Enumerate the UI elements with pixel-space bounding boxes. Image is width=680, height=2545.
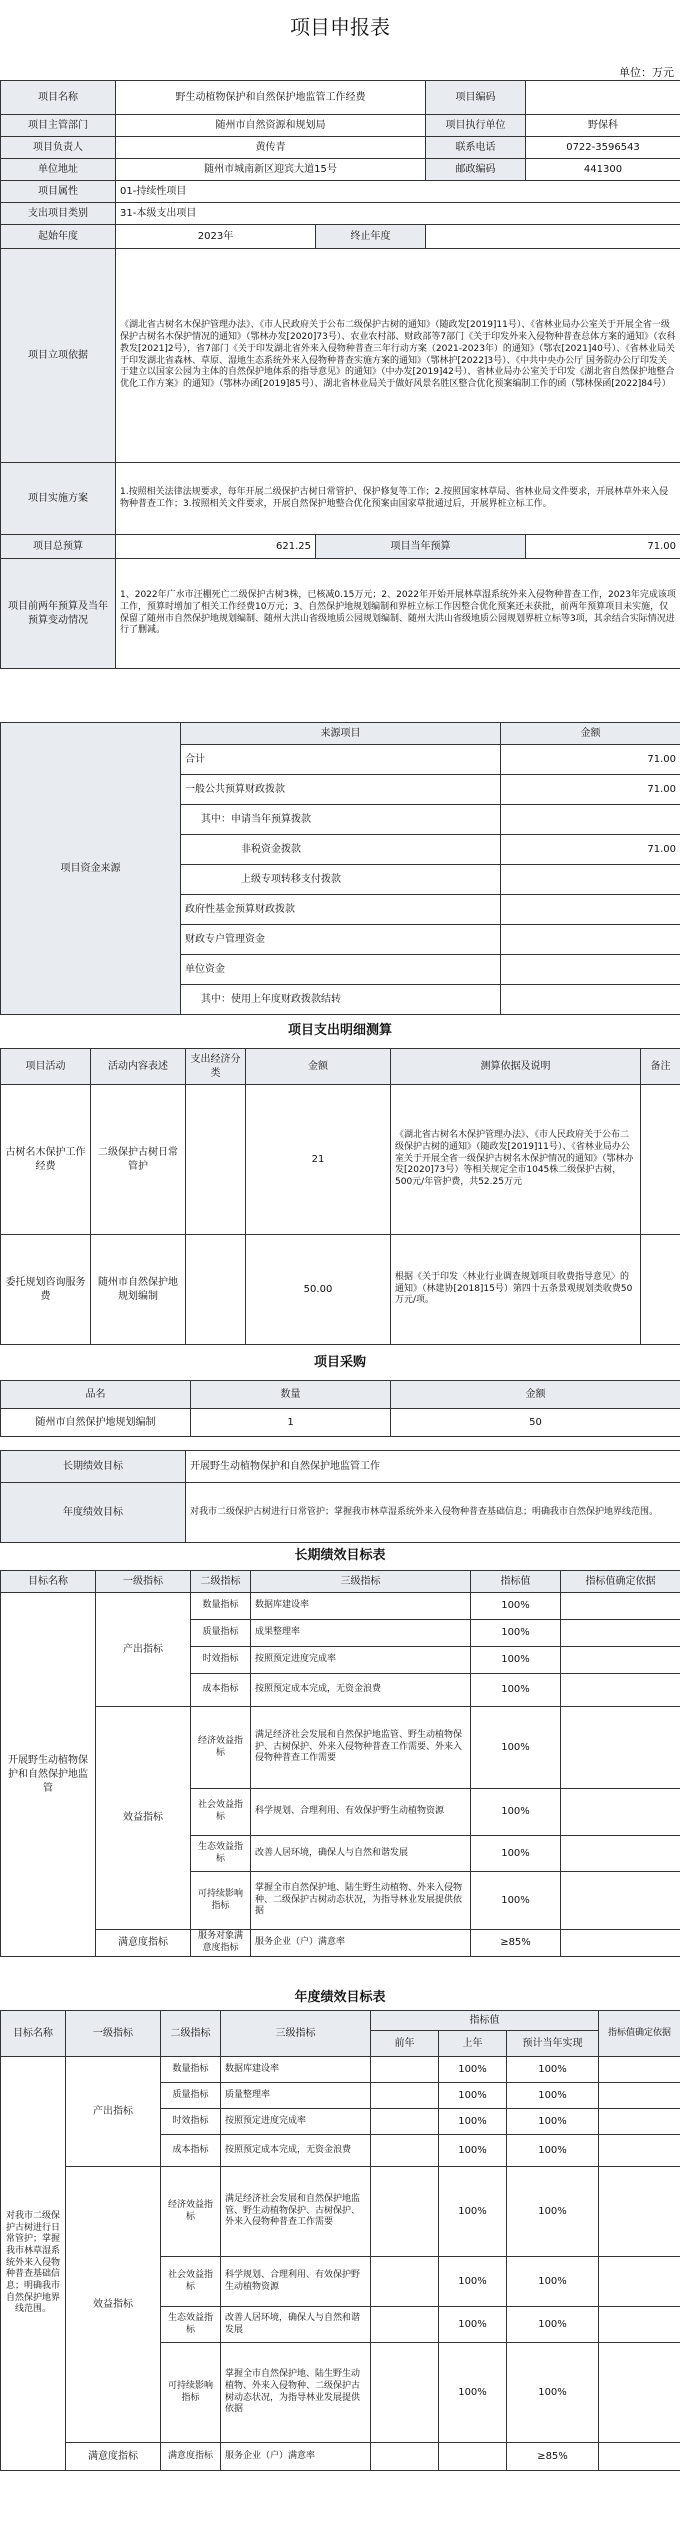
purchase-qty: 1 bbox=[191, 1409, 391, 1437]
year-basis-cell bbox=[599, 2083, 680, 2109]
year-last-cell: 100% bbox=[439, 2343, 507, 2443]
funds-item-amount: 71.00 bbox=[501, 775, 680, 805]
year-basis-cell bbox=[599, 2057, 680, 2083]
purchase-title: 项目采购 bbox=[313, 1355, 366, 1370]
long-header-cell: 目标名称 bbox=[1, 1571, 96, 1593]
long-l3-cell: 按照预定进度完成率 bbox=[251, 1647, 471, 1674]
year-cur-cell: 100% bbox=[507, 2167, 599, 2257]
year-budget-value: 71.00 bbox=[526, 535, 680, 559]
attr-value: 01-持续性项目 bbox=[116, 181, 680, 203]
year-l1-cell: 满意度指标 bbox=[66, 2443, 161, 2471]
basic-info-table bbox=[0, 80, 680, 669]
year-cur-cell: 100% bbox=[507, 2257, 599, 2307]
funds-item-amount bbox=[501, 805, 680, 835]
year-last-cell: 100% bbox=[439, 2135, 507, 2167]
funds-item-amount: 71.00 bbox=[501, 745, 680, 775]
long-val-cell: 100% bbox=[471, 1707, 561, 1789]
long-l1-cell: 产出指标 bbox=[96, 1593, 191, 1707]
year-l2-cell: 成本指标 bbox=[161, 2135, 221, 2167]
long-header-cell: 指标值 bbox=[471, 1571, 561, 1593]
detail-basis: 根据《关于印发〈林业行业调查规划项目收费指导意见〉的通知》（林建协[2018]15号）第四十五条景观规划类收费50万元/项。 bbox=[391, 1235, 641, 1345]
detail-row bbox=[1, 1235, 680, 1345]
long-goal-label: 长期绩效目标 bbox=[1, 1451, 186, 1483]
end-year-label: 终止年度 bbox=[316, 225, 426, 249]
year-header-cell: 指标值确定依据 bbox=[599, 2011, 680, 2057]
funds-item-name: 一般公共预算财政拨款 bbox=[181, 775, 501, 805]
long-basis-cell bbox=[561, 1836, 680, 1872]
long-goal-text: 开展野生动植物保护和自然保护地监管工作 bbox=[186, 1451, 680, 1483]
project-code-value bbox=[526, 81, 680, 115]
long-basis-cell bbox=[561, 1789, 680, 1836]
long-val-cell: 100% bbox=[471, 1789, 561, 1836]
funds-item-amount bbox=[501, 895, 680, 925]
year-l3-cell: 改善人居环境，确保人与自然和谐发展 bbox=[221, 2307, 371, 2343]
funds-item-name: 财政专户管理资金 bbox=[181, 925, 501, 955]
year-l2-cell: 满意度指标 bbox=[161, 2443, 221, 2471]
purchase-header-cell: 金额 bbox=[391, 1381, 680, 1409]
year-basis-cell bbox=[599, 2257, 680, 2307]
year-l2-cell: 质量指标 bbox=[161, 2083, 221, 2109]
basis-label: 项目立项依据 bbox=[1, 249, 116, 463]
detail-header-cell: 支出经济分类 bbox=[186, 1049, 246, 1085]
long-header-row bbox=[1, 1571, 680, 1593]
year-last-cell: 100% bbox=[439, 2083, 507, 2109]
long-l3-cell: 服务企业（户）满意率 bbox=[251, 1930, 471, 1957]
long-header-cell: 二级指标 bbox=[191, 1571, 251, 1593]
detail-basis: 《湖北省古树名木保护管理办法》、《市人民政府关于公布二级保护古树的通知》（随政发[2019]11号）、《省林业局办公室关于开展全省一级保护古树名木保护情况的通知》（鄂林办发[2020]73号）等相关规定全市1045株二级保护古树，500元/年管护费，共52.25万元 bbox=[391, 1085, 641, 1235]
plan-label: 项目实施方案 bbox=[1, 463, 116, 535]
year-l2-cell: 社会效益指标 bbox=[161, 2257, 221, 2307]
funds-item-amount bbox=[501, 955, 680, 985]
unit-label: 单位：万元 bbox=[619, 66, 674, 79]
detail-activity: 古树名木保护工作经费 bbox=[1, 1085, 91, 1235]
year-l2-cell: 经济效益指标 bbox=[161, 2167, 221, 2257]
year-basis-cell bbox=[599, 2135, 680, 2167]
long-basis-cell bbox=[561, 1707, 680, 1789]
funds-item-name: 政府性基金预算财政拨款 bbox=[181, 895, 501, 925]
year-prev-cell bbox=[371, 2083, 439, 2109]
year-prev-cell bbox=[371, 2257, 439, 2307]
project-code-label: 项目编码 bbox=[426, 81, 526, 115]
long-l2-cell: 服务对象满意度指标 bbox=[191, 1930, 251, 1957]
long-l2-cell: 经济效益指标 bbox=[191, 1707, 251, 1789]
year-last-cell: 100% bbox=[439, 2257, 507, 2307]
year-l3-cell: 科学规划、合理利用、有效保护野生动植物资源 bbox=[221, 2257, 371, 2307]
long-basis-cell bbox=[561, 1930, 680, 1957]
year-last-cell: 100% bbox=[439, 2167, 507, 2257]
year-basis-cell bbox=[599, 2443, 680, 2471]
long-val-cell: 100% bbox=[471, 1674, 561, 1707]
funds-item-name: 其中：申请当年预算拨款 bbox=[181, 805, 501, 835]
detail-amount: 21 bbox=[246, 1085, 391, 1235]
funds-item-name: 单位资金 bbox=[181, 955, 501, 985]
long-l1-cell: 效益指标 bbox=[96, 1707, 191, 1930]
total-budget-value: 621.25 bbox=[116, 535, 316, 559]
funds-col-item: 来源项目 bbox=[181, 723, 501, 745]
year-header-cell: 三级指标 bbox=[221, 2011, 371, 2057]
long-l3-cell: 掌握全市自然保护地、陆生野生动植物、外来入侵物种、二级保护古树动态状况，为指导林业发展提供依据 bbox=[251, 1872, 471, 1930]
long-perf-table bbox=[0, 1570, 680, 1957]
year-prev-cell bbox=[371, 2135, 439, 2167]
detail-activity: 委托规划咨询服务费 bbox=[1, 1235, 91, 1345]
year-perf-row bbox=[1, 2443, 680, 2471]
year-subheader-cell: 预计当年实现 bbox=[507, 2031, 599, 2057]
purchase-name: 随州市自然保护地规划编制 bbox=[1, 1409, 191, 1437]
long-l3-cell: 按照预定成本完成，无资金浪费 bbox=[251, 1674, 471, 1707]
long-basis-cell bbox=[561, 1593, 680, 1620]
year-header-cell: 目标名称 bbox=[1, 2011, 66, 2057]
long-perf-row bbox=[1, 1707, 680, 1789]
year-header-cell: 指标值 bbox=[371, 2011, 599, 2031]
long-val-cell: ≥85% bbox=[471, 1930, 561, 1957]
phone-label: 联系电话 bbox=[426, 137, 526, 159]
long-l3-cell: 数据库建设率 bbox=[251, 1593, 471, 1620]
detail-header-cell: 测算依据及说明 bbox=[391, 1049, 641, 1085]
long-l2-cell: 成本指标 bbox=[191, 1674, 251, 1707]
long-table-title: 长期绩效目标表 bbox=[294, 1548, 386, 1563]
year-budget-label: 项目当年预算 bbox=[316, 535, 526, 559]
page-title: 项目申报表 bbox=[290, 15, 390, 39]
detail-note bbox=[641, 1235, 680, 1345]
purchase-header-cell: 品名 bbox=[1, 1381, 191, 1409]
long-l2-cell: 可持续影响指标 bbox=[191, 1872, 251, 1930]
zip-value: 441300 bbox=[526, 159, 680, 181]
category-value: 31-本级支出项目 bbox=[116, 203, 680, 225]
detail-table bbox=[0, 1048, 680, 1345]
long-perf-row bbox=[1, 1930, 680, 1957]
long-l2-cell: 时效指标 bbox=[191, 1647, 251, 1674]
long-l2-cell: 数量指标 bbox=[191, 1593, 251, 1620]
long-header-cell: 指标值确定依据 bbox=[561, 1571, 680, 1593]
prev-budget-text: 1、2022年广水市汪棚死亡二级保护古树3株，已核减0.15万元；2、2022年开始开展林草湿系统外来入侵物种普查工作，2023年完成该项工作，预算时增加了相关工作经费10万元；3、自然保护地规划编制和界桩立标工作因整合优化预案还未获批，前两年预算项目未实施，仅保留了随州市自然保护地规划编制、随州大洪山省级地质公园规划编制、随州大洪山省级地质公园规划界桩立标等3项，其余结合实际情况进行了删减。 bbox=[116, 559, 680, 669]
funds-label: 项目资金来源 bbox=[1, 723, 181, 1015]
long-basis-cell bbox=[561, 1620, 680, 1647]
purchase-amount: 50 bbox=[391, 1409, 680, 1437]
end-year-value bbox=[426, 225, 680, 249]
year-subheader-cell: 上年 bbox=[439, 2031, 507, 2057]
detail-note bbox=[641, 1085, 680, 1235]
basis-text: 《湖北省古树名木保护管理办法》、《市人民政府关于公布二级保护古树的通知》（随政发[2019]11号）、《省林业局办公室关于开展全省一级保护古树名木保护情况的通知》（鄂林办发[2020]73号）、农业农村部、财政部等7部门《关于印发外来入侵物种普查总体方案的通知》（农科教发[2021]2号），省7部门《关于印发湖北省外来入侵物种普查三年行动方案（2021-2023年）的通知》（鄂农[2021]40号）、《省林业局关于印发湖北省森林、草原、湿地生态系统外来入侵物种普查实施方案的通知》（鄂林护[2022]3号）、《中共中央办公厅 国务院办公厅印发关于建立以国家公园为主体的自然保护地体系的指导意见》的通知》（中办发[2019]42号）、省林业局办公室关于印发《湖北省自然保护地整合优化工作方案》的通知》（鄂林办函[2019]85号）、湖北省林业局关于做好风景名胜区整合优化预案编制工作的函（鄂林保函[2022]84号） bbox=[116, 249, 680, 463]
start-year-label: 起始年度 bbox=[1, 225, 116, 249]
year-cur-cell: 100% bbox=[507, 2343, 599, 2443]
detail-header-cell: 金额 bbox=[246, 1049, 391, 1085]
year-l3-cell: 满足经济社会发展和自然保护地监管、野生动植物保护、古树保护、外来入侵物种普查工作需要 bbox=[221, 2167, 371, 2257]
year-header-cell: 二级指标 bbox=[161, 2011, 221, 2057]
funds-item-amount bbox=[501, 925, 680, 955]
long-val-cell: 100% bbox=[471, 1647, 561, 1674]
funds-col-amount: 金额 bbox=[501, 723, 680, 745]
year-prev-cell bbox=[371, 2057, 439, 2083]
long-l1-cell: 满意度指标 bbox=[96, 1930, 191, 1957]
purchase-header-cell: 数量 bbox=[191, 1381, 391, 1409]
long-basis-cell bbox=[561, 1872, 680, 1930]
year-last-cell: 100% bbox=[439, 2109, 507, 2135]
category-label: 支出项目类别 bbox=[1, 203, 116, 225]
prev-budget-label: 项目前两年预算及当年预算变动情况 bbox=[1, 559, 116, 669]
address-label: 单位地址 bbox=[1, 159, 116, 181]
leader-label: 项目负责人 bbox=[1, 137, 116, 159]
purchase-header-row bbox=[1, 1381, 680, 1409]
year-perf-row bbox=[1, 2057, 680, 2083]
start-year-value: 2023年 bbox=[116, 225, 316, 249]
long-perf-row bbox=[1, 1593, 680, 1620]
year-l2-cell: 可持续影响指标 bbox=[161, 2343, 221, 2443]
dept-value: 随州市自然资源和规划局 bbox=[116, 115, 426, 137]
year-basis-cell bbox=[599, 2343, 680, 2443]
year-subheader-cell: 前年 bbox=[371, 2031, 439, 2057]
long-val-cell: 100% bbox=[471, 1620, 561, 1647]
detail-econ bbox=[186, 1085, 246, 1235]
year-goal-label: 年度绩效目标 bbox=[1, 1483, 186, 1543]
year-cur-cell: 100% bbox=[507, 2109, 599, 2135]
goals-table bbox=[0, 1450, 680, 1543]
detail-econ bbox=[186, 1235, 246, 1345]
long-val-cell: 100% bbox=[471, 1872, 561, 1930]
year-target-name: 对我市二级保护古树进行日常管护；掌握我市林草湿系统外来入侵物种普查基础信息；明确我市自然保护地界线范围。 bbox=[1, 2057, 66, 2471]
long-l3-cell: 满足经济社会发展和自然保护地监管、野生动植物保护、古树保护、外来入侵物种普查工作需要、外来入侵物种普查工作需要 bbox=[251, 1707, 471, 1789]
year-l3-cell: 按照预定进度完成率 bbox=[221, 2109, 371, 2135]
year-prev-cell bbox=[371, 2109, 439, 2135]
exec-unit-label: 项目执行单位 bbox=[426, 115, 526, 137]
year-cur-cell: 100% bbox=[507, 2135, 599, 2167]
year-l3-cell: 掌握全市自然保护地、陆生野生动植物、外来入侵物种、二级保护古树动态状况，为指导林业发展提供依据 bbox=[221, 2343, 371, 2443]
project-name-label: 项目名称 bbox=[1, 81, 116, 115]
detail-content: 随州市自然保护地规划编制 bbox=[91, 1235, 186, 1345]
detail-title: 项目支出明细测算 bbox=[287, 1023, 392, 1038]
address-value: 随州市城南新区迎宾大道15号 bbox=[116, 159, 426, 181]
long-basis-cell bbox=[561, 1674, 680, 1707]
funds-header-row bbox=[1, 723, 680, 745]
funds-item-amount bbox=[501, 865, 680, 895]
long-l3-cell: 成果整理率 bbox=[251, 1620, 471, 1647]
year-l3-cell: 按照预定成本完成，无资金浪费 bbox=[221, 2135, 371, 2167]
detail-content: 二级保护古树日常管护 bbox=[91, 1085, 186, 1235]
long-header-cell: 三级指标 bbox=[251, 1571, 471, 1593]
year-perf-row bbox=[1, 2167, 680, 2257]
project-name-value: 野生动植物保护和自然保护地监管工作经费 bbox=[116, 81, 426, 115]
year-last-cell: 100% bbox=[439, 2307, 507, 2343]
year-cur-cell: 100% bbox=[507, 2083, 599, 2109]
funds-item-amount: 71.00 bbox=[501, 835, 680, 865]
attr-label: 项目属性 bbox=[1, 181, 116, 203]
detail-row bbox=[1, 1085, 680, 1235]
year-cur-cell: ≥85% bbox=[507, 2443, 599, 2471]
long-target-name: 开展野生动植物保护和自然保护地监管 bbox=[1, 1593, 96, 1957]
year-l3-cell: 质量整理率 bbox=[221, 2083, 371, 2109]
year-cur-cell: 100% bbox=[507, 2057, 599, 2083]
year-cur-cell: 100% bbox=[507, 2307, 599, 2343]
purchase-row bbox=[1, 1409, 680, 1437]
long-l3-cell: 改善人居环境，确保人与自然和谐发展 bbox=[251, 1836, 471, 1872]
year-header-row bbox=[1, 2011, 680, 2031]
funds-item-name: 其中：使用上年度财政拨款结转 bbox=[181, 985, 501, 1015]
funds-item-amount bbox=[501, 985, 680, 1015]
long-l2-cell: 生态效益指标 bbox=[191, 1836, 251, 1872]
year-table-title: 年度绩效目标表 bbox=[294, 1990, 386, 2005]
long-val-cell: 100% bbox=[471, 1593, 561, 1620]
detail-header-cell: 活动内容表述 bbox=[91, 1049, 186, 1085]
detail-amount: 50.00 bbox=[246, 1235, 391, 1345]
year-basis-cell bbox=[599, 2307, 680, 2343]
purchase-table bbox=[0, 1380, 680, 1437]
year-l1-cell: 产出指标 bbox=[66, 2057, 161, 2167]
long-val-cell: 100% bbox=[471, 1836, 561, 1872]
funds-item-name: 非税资金拨款 bbox=[181, 835, 501, 865]
year-l2-cell: 时效指标 bbox=[161, 2109, 221, 2135]
year-l2-cell: 数量指标 bbox=[161, 2057, 221, 2083]
year-prev-cell bbox=[371, 2443, 439, 2471]
funds-item-name: 合计 bbox=[181, 745, 501, 775]
year-basis-cell bbox=[599, 2167, 680, 2257]
year-prev-cell bbox=[371, 2167, 439, 2257]
zip-label: 邮政编码 bbox=[426, 159, 526, 181]
total-budget-label: 项目总预算 bbox=[1, 535, 116, 559]
detail-header-cell: 项目活动 bbox=[1, 1049, 91, 1085]
long-l2-cell: 社会效益指标 bbox=[191, 1789, 251, 1836]
long-basis-cell bbox=[561, 1647, 680, 1674]
year-last-cell bbox=[439, 2443, 507, 2471]
leader-value: 黄传青 bbox=[116, 137, 426, 159]
long-l3-cell: 科学规划、合理利用、有效保护野生动植物资源 bbox=[251, 1789, 471, 1836]
long-l2-cell: 质量指标 bbox=[191, 1620, 251, 1647]
phone-value: 0722-3596543 bbox=[526, 137, 680, 159]
detail-header-row bbox=[1, 1049, 680, 1085]
year-basis-cell bbox=[599, 2109, 680, 2135]
year-goal-text: 对我市二级保护古树进行日常管护；掌握我市林草湿系统外来入侵物种普查基础信息；明确我市自然保护地界线范围。 bbox=[186, 1483, 680, 1543]
year-last-cell: 100% bbox=[439, 2057, 507, 2083]
year-l1-cell: 效益指标 bbox=[66, 2167, 161, 2443]
year-prev-cell bbox=[371, 2343, 439, 2443]
year-perf-table bbox=[0, 2010, 680, 2471]
year-l3-cell: 服务企业（户）满意率 bbox=[221, 2443, 371, 2471]
year-header-cell: 一级指标 bbox=[66, 2011, 161, 2057]
dept-label: 项目主管部门 bbox=[1, 115, 116, 137]
long-header-cell: 一级指标 bbox=[96, 1571, 191, 1593]
year-l3-cell: 数据库建设率 bbox=[221, 2057, 371, 2083]
year-prev-cell bbox=[371, 2307, 439, 2343]
exec-unit-value: 野保科 bbox=[526, 115, 680, 137]
funds-item-name: 上级专项转移支付拨款 bbox=[181, 865, 501, 895]
detail-header-cell: 备注 bbox=[641, 1049, 680, 1085]
plan-text: 1.按照相关法律法规要求，每年开展二级保护古树日常管护、保护修复等工作；2.按照国家林草局、省林业局文件要求，开展林草外来入侵物种普查工作；3.按照相关文件要求，开展自然保护地整合优化预案由国家草批通过后，开展界桩立标工作。 bbox=[116, 463, 680, 535]
funds-table bbox=[0, 722, 680, 1015]
year-l2-cell: 生态效益指标 bbox=[161, 2307, 221, 2343]
